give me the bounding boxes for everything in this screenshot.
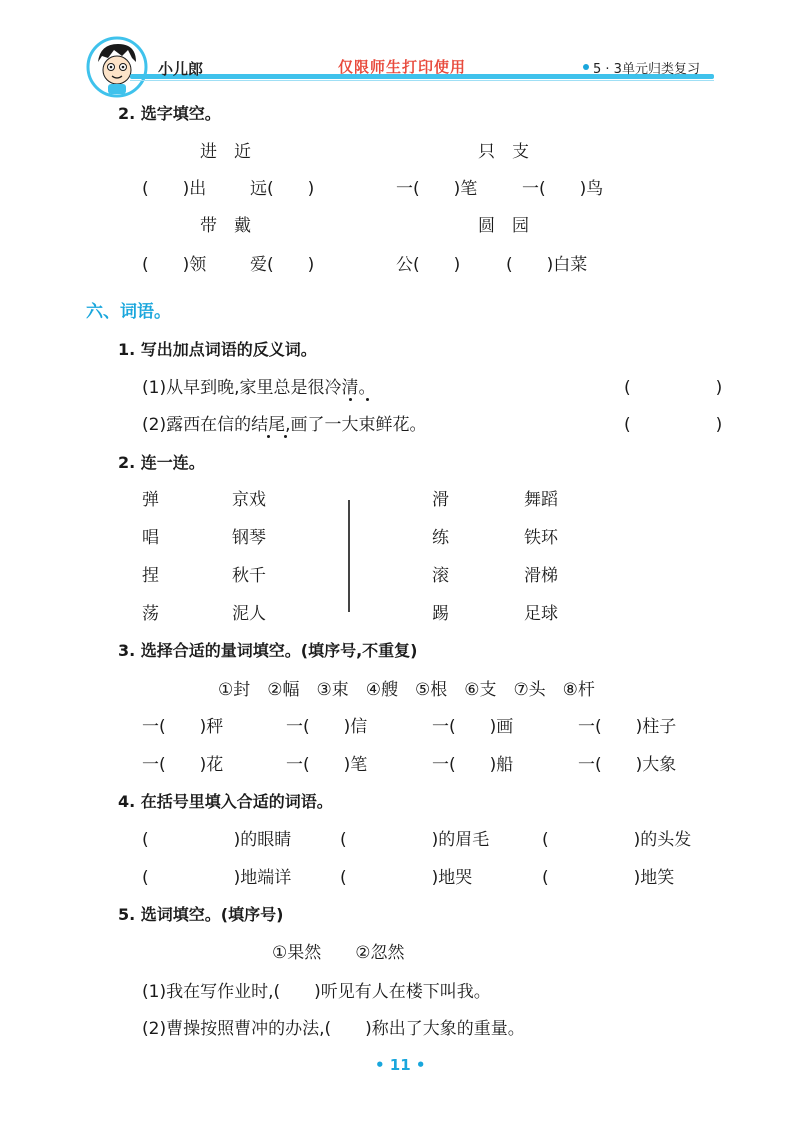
unit-label: 5 · 3单元归类复习 [593, 62, 700, 77]
match-item[interactable]: 京戏 [232, 490, 266, 510]
match-item[interactable]: 滑梯 [524, 566, 558, 586]
fill-blank[interactable]: ( )地端详 [142, 868, 292, 888]
fill-blank[interactable]: 远( ) [250, 179, 315, 199]
match-item[interactable]: 滑 [432, 490, 449, 510]
fill-blank[interactable]: 一( )船 [432, 755, 514, 775]
fill-blank[interactable]: 公( ) [396, 255, 461, 275]
fill-blank[interactable]: ( )的眼睛 [142, 830, 292, 850]
s6-q2-title: 2. 连一连。 [118, 453, 205, 472]
measure-word-options: ①封 ②幅 ③束 ④艘 ⑤根 ⑥支 ⑦头 ⑧杆 [218, 680, 595, 700]
emphasis-dot [267, 435, 270, 438]
match-divider [348, 500, 350, 612]
fill-blank[interactable]: ( )出 [142, 179, 207, 199]
word-pair-zhi: 只 支 [478, 142, 529, 162]
fill-blank[interactable]: ( )地哭 [340, 868, 473, 888]
word-pair-yuan: 圆 园 [478, 216, 529, 236]
fill-blank[interactable]: 一( )大象 [578, 755, 677, 775]
header-bar-underline [130, 80, 714, 81]
s6-q1-item2: (2)露西在信的结尾,画了一大束鲜花。 [142, 415, 427, 435]
match-item[interactable]: 铁环 [524, 528, 558, 548]
answer-blank[interactable]: ( ) [624, 378, 723, 398]
match-item[interactable]: 练 [432, 528, 449, 548]
fill-blank[interactable]: ( )地笑 [542, 868, 675, 888]
fill-blank[interactable]: 一( )画 [432, 717, 514, 737]
fill-blank[interactable]: 一( )信 [286, 717, 368, 737]
unit-bullet-icon [583, 64, 589, 70]
match-item[interactable]: 舞蹈 [524, 490, 558, 510]
print-only-banner: 仅限师生打印使用 [338, 58, 467, 76]
page-number: • 11 • [375, 1056, 426, 1074]
s6-q4-title: 4. 在括号里填入合适的词语。 [118, 792, 333, 811]
match-item[interactable]: 泥人 [232, 604, 266, 624]
match-item[interactable]: 荡 [142, 604, 159, 624]
match-item[interactable]: 捏 [142, 566, 159, 586]
emphasis-dot [284, 435, 287, 438]
mascot-logo-icon [86, 36, 148, 98]
s6-q3-title: 3. 选择合适的量词填空。(填序号,不重复) [118, 641, 418, 660]
fill-blank[interactable]: 一( )笔 [396, 179, 478, 199]
word-options: ①果然 ②忽然 [272, 943, 405, 963]
match-item[interactable]: 足球 [524, 604, 558, 624]
s6-q5-item2[interactable]: (2)曹操按照曹冲的办法,( )称出了大象的重量。 [142, 1019, 525, 1039]
match-item[interactable]: 秋千 [232, 566, 266, 586]
fill-blank[interactable]: 一( )鸟 [522, 179, 604, 199]
fill-blank[interactable]: ( )的头发 [542, 830, 692, 850]
brand-name: 小儿郎 [158, 60, 204, 78]
fill-blank[interactable]: ( )白菜 [506, 255, 588, 275]
word-pair-jin: 进 近 [200, 142, 251, 162]
fill-blank[interactable]: 爱( ) [250, 255, 315, 275]
fill-blank[interactable]: 一( )秤 [142, 717, 224, 737]
fill-blank[interactable]: 一( )柱子 [578, 717, 677, 737]
s6-q5-title: 5. 选词填空。(填序号) [118, 905, 284, 924]
q2-title: 2. 选字填空。 [118, 104, 221, 123]
fill-blank[interactable]: 一( )花 [142, 755, 224, 775]
section-6-title: 六、词语。 [86, 302, 171, 322]
s6-q5-item1[interactable]: (1)我在写作业时,( )听见有人在楼下叫我。 [142, 982, 491, 1002]
s6-q1-item1: (1)从早到晚,家里总是很冷清。 [142, 378, 376, 398]
s6-q1-title: 1. 写出加点词语的反义词。 [118, 340, 317, 359]
match-item[interactable]: 唱 [142, 528, 159, 548]
fill-blank[interactable]: 一( )笔 [286, 755, 368, 775]
emphasis-dot [366, 398, 369, 401]
fill-blank[interactable]: ( )的眉毛 [340, 830, 490, 850]
match-item[interactable]: 滚 [432, 566, 449, 586]
match-item[interactable]: 弹 [142, 490, 159, 510]
match-item[interactable]: 钢琴 [232, 528, 266, 548]
emphasis-dot [349, 398, 352, 401]
answer-blank[interactable]: ( ) [624, 415, 723, 435]
fill-blank[interactable]: ( )领 [142, 255, 207, 275]
match-item[interactable]: 踢 [432, 604, 449, 624]
word-pair-dai: 带 戴 [200, 216, 251, 236]
